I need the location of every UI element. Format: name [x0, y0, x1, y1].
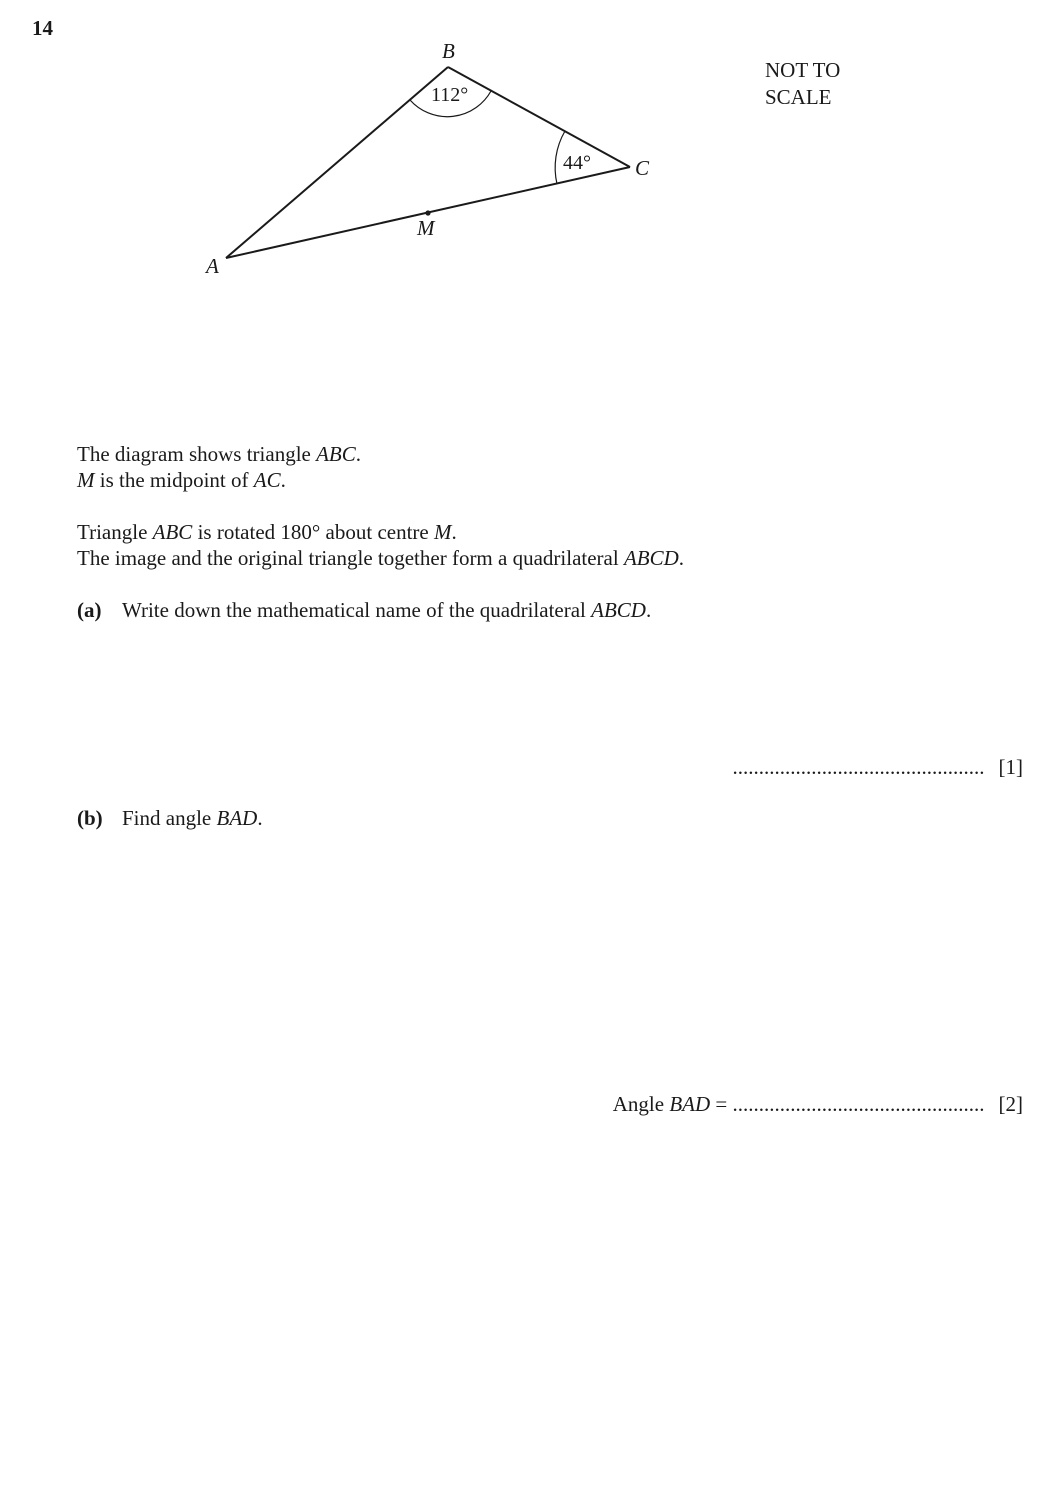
- part-b-answer-prefix: Angle BAD =: [612, 1092, 733, 1116]
- intro-line-3: Triangle ABC is rotated 180° about centre M.: [77, 520, 457, 544]
- vertex-label-c: C: [635, 156, 650, 180]
- part-b-label: (b): [77, 806, 103, 830]
- vertex-label-b: B: [442, 39, 455, 63]
- part-a-marks: [1]: [998, 755, 1023, 779]
- part-b-answer-line[interactable]: [613, 1092, 1023, 1117]
- angle-c-label: 44°: [563, 152, 591, 174]
- part-a-answer-dots[interactable]: ................................................: [732, 755, 985, 779]
- intro-line-4: The image and the original triangle together form a quadrilateral ABCD.: [77, 546, 685, 570]
- part-b-marks: [2]: [998, 1092, 1023, 1116]
- midpoint-label-m: M: [417, 216, 435, 240]
- side-bc: [448, 67, 630, 167]
- angle-b-label: 112°: [431, 84, 469, 106]
- intro-line-1: The diagram shows triangle ABC.: [77, 442, 362, 466]
- intro-paragraph-1: [77, 441, 361, 493]
- part-a-question: (a) Write down the mathematical name of the quadrilateral ABCD.: [77, 598, 652, 622]
- note-line-2: SCALE: [765, 85, 832, 109]
- question-number: 14: [32, 16, 53, 40]
- midpoint-m-dot: [425, 210, 430, 215]
- not-to-scale-note: [765, 57, 840, 111]
- part-b-question: (b) Find angle BAD.: [77, 806, 263, 830]
- vertex-label-a: A: [206, 254, 219, 278]
- triangle-diagram: [0, 0, 1056, 300]
- intro-paragraph-2: [77, 519, 684, 571]
- part-b-answer-dots[interactable]: ................................................: [732, 1092, 985, 1116]
- intro-line-2: M is the midpoint of AC.: [77, 468, 286, 492]
- part-a-label: (a): [77, 598, 102, 622]
- part-a-answer-line[interactable]: [733, 755, 1024, 780]
- note-line-1: NOT TO: [765, 58, 841, 82]
- side-ab: [226, 67, 448, 258]
